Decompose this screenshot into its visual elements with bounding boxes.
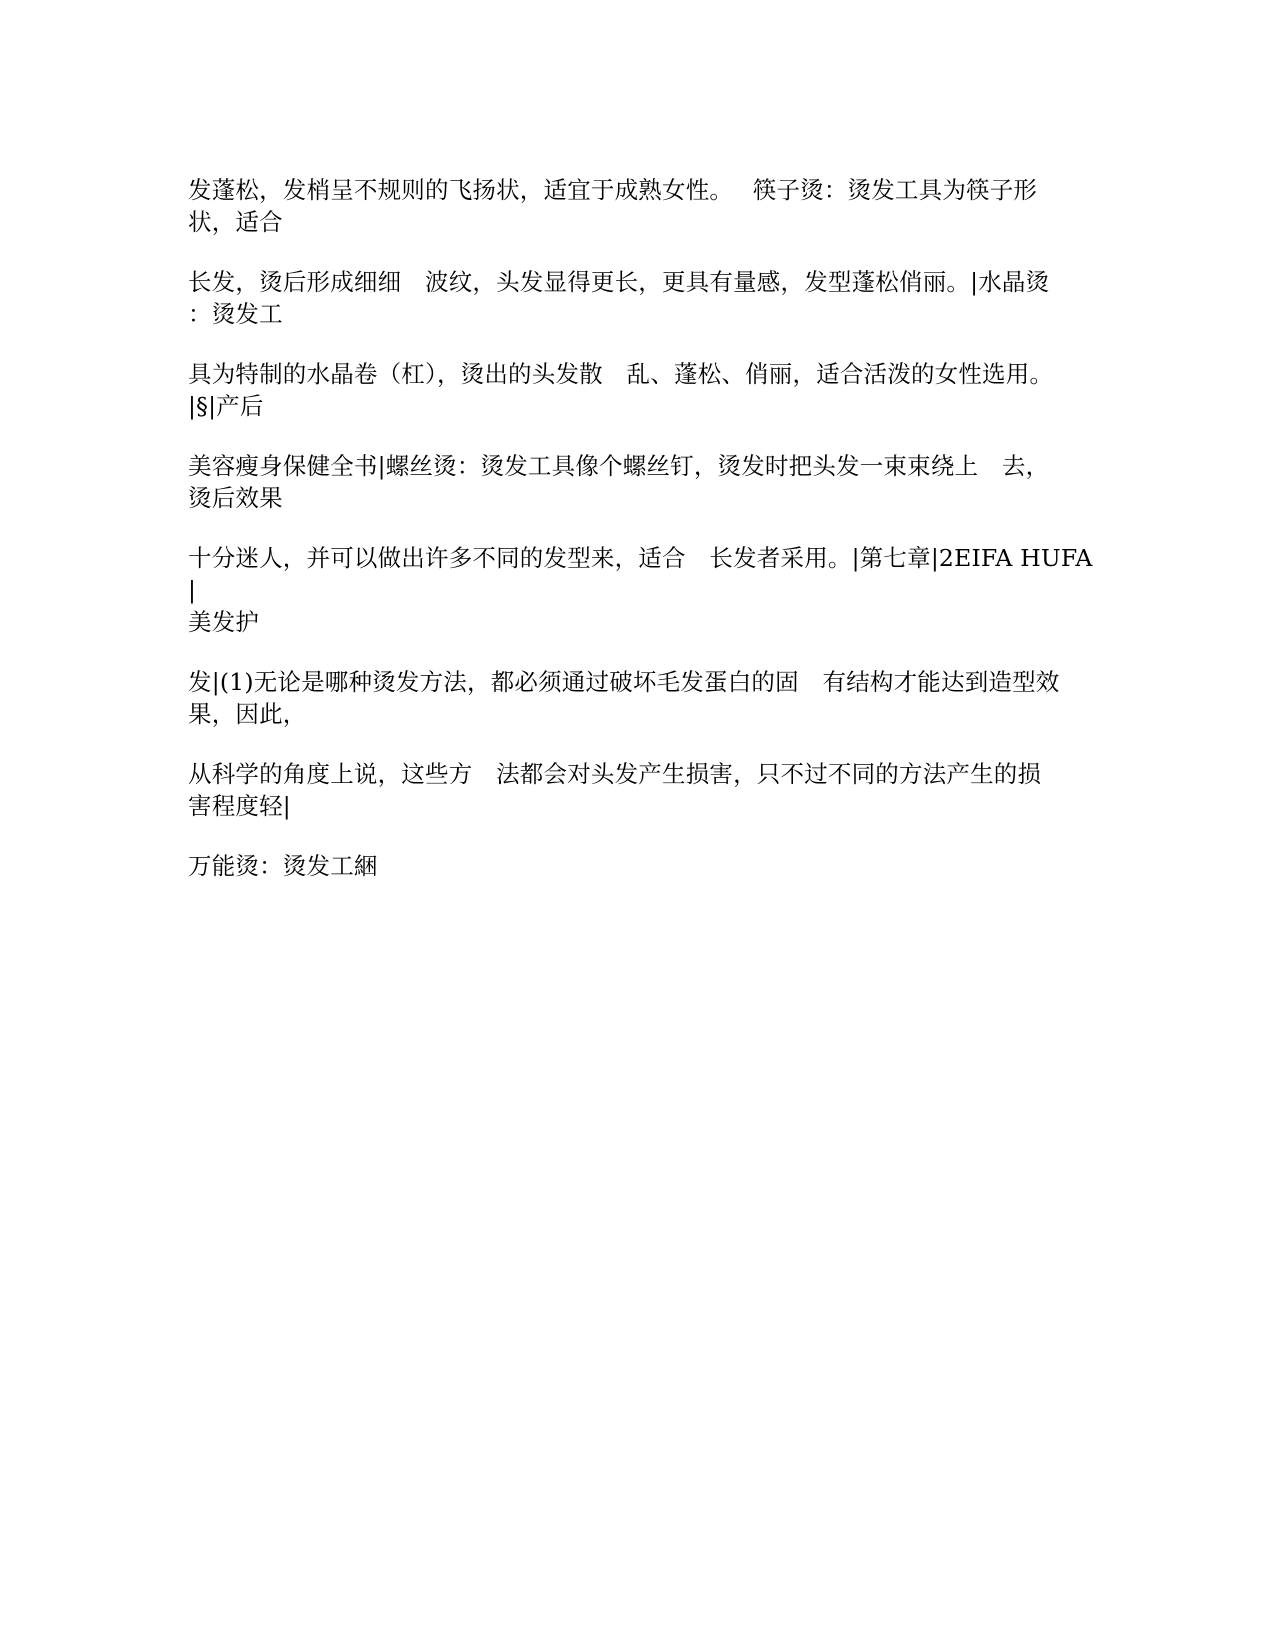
paragraph-line: 长发，烫后形成细细 波纹，头发显得更长，更具有量感，发型蓬松俏丽。|水晶烫 <box>188 268 1050 296</box>
paragraph-line: |§|产后 <box>188 392 264 420</box>
paragraph-line: 状，适合 <box>188 208 283 236</box>
paragraph <box>188 450 1093 514</box>
paragraph <box>188 542 1093 638</box>
paragraph <box>188 266 1093 330</box>
paragraph-line: 具为特制的水晶卷（杠），烫出的头发散 乱、蓬松、俏丽，适合活泼的女性选用。 <box>188 360 1054 388</box>
paragraph-line: ：烫发工 <box>188 300 283 328</box>
paragraph <box>188 358 1093 422</box>
paragraph <box>188 666 1093 730</box>
paragraph-line: 美容瘦身保健全书|螺丝烫：烫发工具像个螺丝钉，烫发时把头发一束束绕上 去， <box>188 452 1050 480</box>
paragraph <box>188 758 1093 822</box>
paragraph-line: 美发护 <box>188 608 260 636</box>
paragraph <box>188 850 1093 882</box>
paragraph-line: 害程度轻| <box>188 792 291 820</box>
paragraph-line: 万能烫：烫发工綑 <box>188 852 378 880</box>
paragraph <box>188 174 1093 238</box>
paragraph-line: 从科学的角度上说，这些方 法都会对头发产生损害，只不过不同的方法产生的损 <box>188 760 1042 788</box>
paragraph-line: 发蓬松，发梢呈不规则的飞扬状，适宜于成熟女性。 筷子烫：烫发工具为筷子形 <box>188 176 1038 204</box>
paragraph-line: 果，因此， <box>188 700 307 728</box>
paragraph-line: 发|(1)无论是哪种烫发方法，都必须通过破坏毛发蛋白的固 有结构才能达到造型效 <box>188 668 1060 696</box>
paragraph-line: 十分迷人，并可以做出许多不同的发型来，适合 长发者采用。|第七章|2EIFA HUFA| <box>188 544 1093 604</box>
document-body <box>188 174 1093 910</box>
paragraph-line: 烫后效果 <box>188 484 283 512</box>
